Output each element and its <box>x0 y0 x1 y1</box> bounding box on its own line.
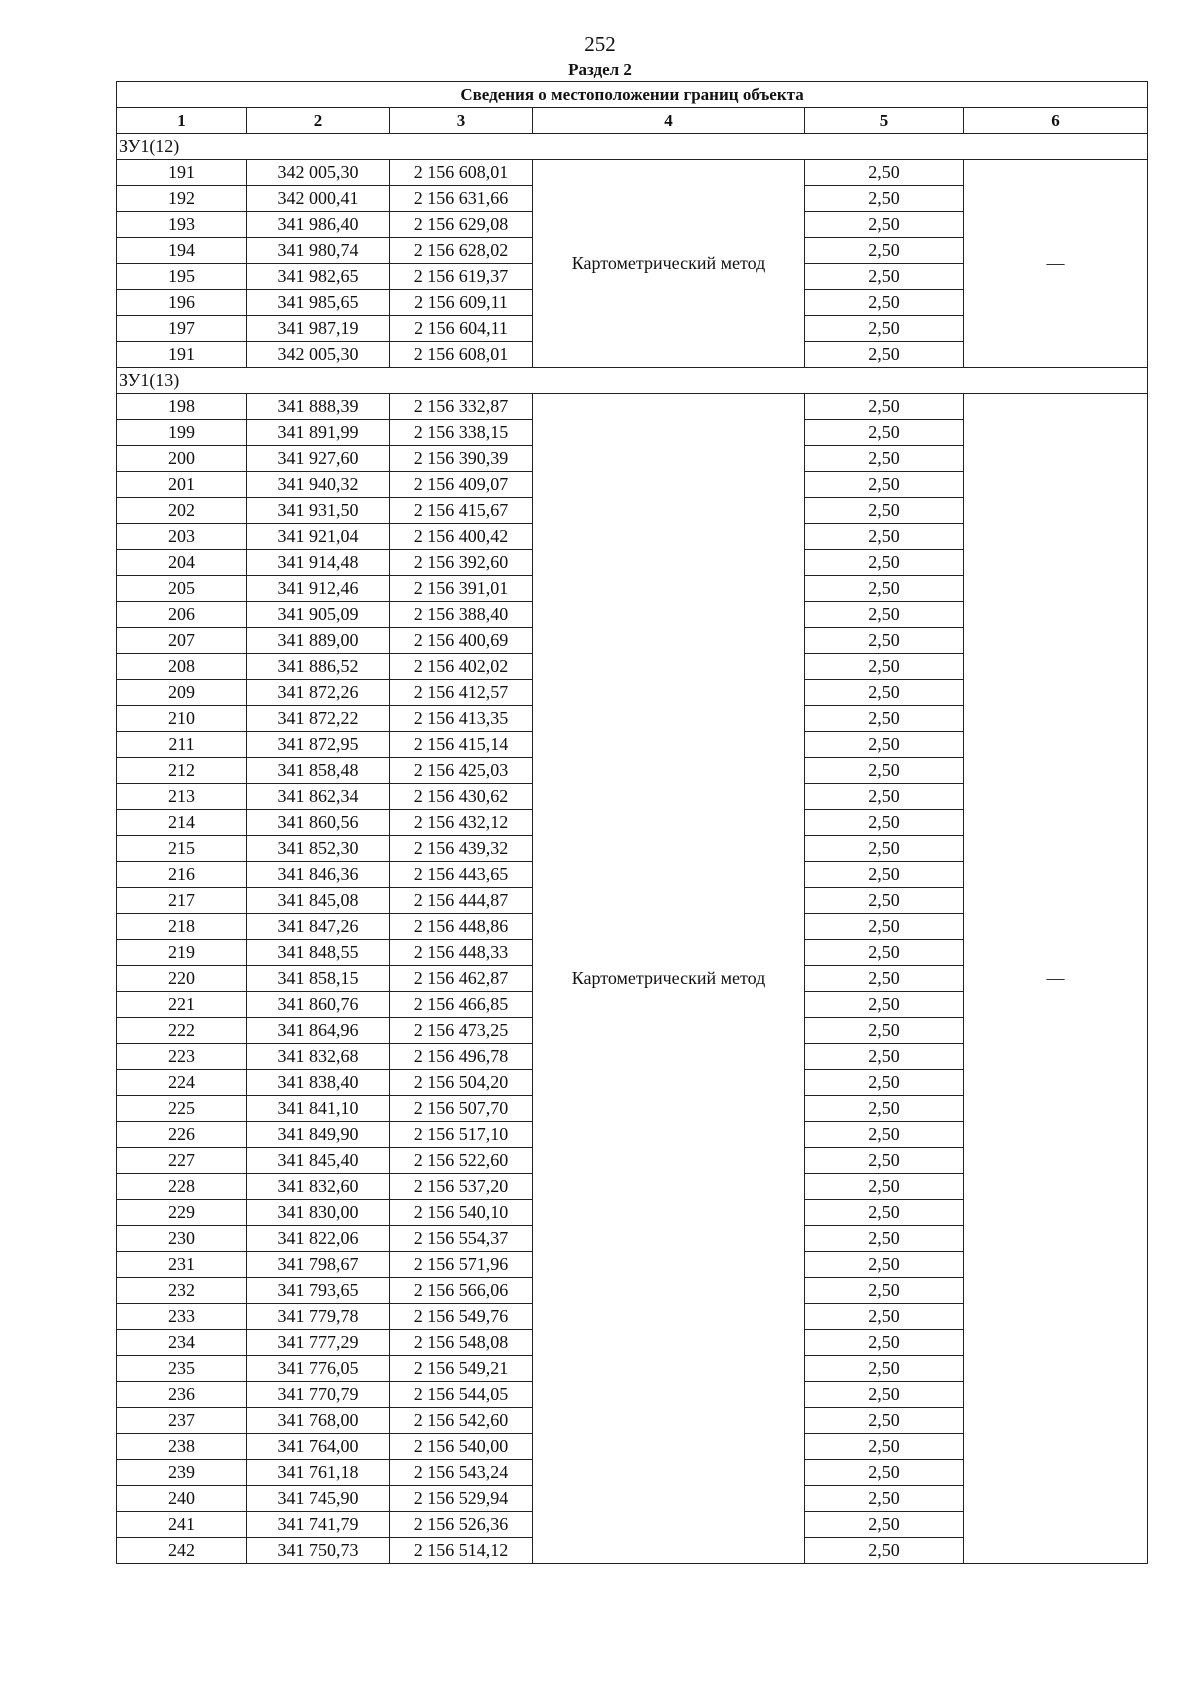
point-number-cell: 241 <box>117 1512 247 1538</box>
group-header-row <box>117 368 1148 394</box>
x-coordinate-cell: 341 852,30 <box>247 836 390 862</box>
table-row <box>117 160 1148 186</box>
x-coordinate-cell: 341 845,08 <box>247 888 390 914</box>
point-number-cell: 193 <box>117 212 247 238</box>
x-coordinate-cell: 341 982,65 <box>247 264 390 290</box>
precision-cell: 2,50 <box>805 732 964 758</box>
method-cell: Картометрический метод <box>533 160 805 368</box>
y-coordinate-cell: 2 156 540,00 <box>390 1434 533 1460</box>
precision-cell: 2,50 <box>805 1278 964 1304</box>
point-number-cell: 226 <box>117 1122 247 1148</box>
x-coordinate-cell: 341 864,96 <box>247 1018 390 1044</box>
point-number-cell: 199 <box>117 420 247 446</box>
precision-cell: 2,50 <box>805 1382 964 1408</box>
column-header-1: 1 <box>117 108 247 134</box>
x-coordinate-cell: 341 764,00 <box>247 1434 390 1460</box>
precision-cell: 2,50 <box>805 888 964 914</box>
column-header-2: 2 <box>247 108 390 134</box>
y-coordinate-cell: 2 156 443,65 <box>390 862 533 888</box>
precision-cell: 2,50 <box>805 836 964 862</box>
point-number-cell: 218 <box>117 914 247 940</box>
y-coordinate-cell: 2 156 537,20 <box>390 1174 533 1200</box>
y-coordinate-cell: 2 156 504,20 <box>390 1070 533 1096</box>
point-number-cell: 233 <box>117 1304 247 1330</box>
column-header-row <box>117 108 1148 134</box>
y-coordinate-cell: 2 156 517,10 <box>390 1122 533 1148</box>
y-coordinate-cell: 2 156 631,66 <box>390 186 533 212</box>
x-coordinate-cell: 342 005,30 <box>247 342 390 368</box>
point-number-cell: 217 <box>117 888 247 914</box>
point-number-cell: 232 <box>117 1278 247 1304</box>
precision-cell: 2,50 <box>805 1512 964 1538</box>
precision-cell: 2,50 <box>805 160 964 186</box>
point-number-cell: 213 <box>117 784 247 810</box>
x-coordinate-cell: 341 741,79 <box>247 1512 390 1538</box>
point-number-cell: 201 <box>117 472 247 498</box>
x-coordinate-cell: 341 770,79 <box>247 1382 390 1408</box>
x-coordinate-cell: 341 768,00 <box>247 1408 390 1434</box>
precision-cell: 2,50 <box>805 420 964 446</box>
precision-cell: 2,50 <box>805 186 964 212</box>
y-coordinate-cell: 2 156 608,01 <box>390 342 533 368</box>
precision-cell: 2,50 <box>805 706 964 732</box>
point-number-cell: 204 <box>117 550 247 576</box>
y-coordinate-cell: 2 156 604,11 <box>390 316 533 342</box>
table-row <box>117 394 1148 420</box>
y-coordinate-cell: 2 156 514,12 <box>390 1538 533 1564</box>
x-coordinate-cell: 341 980,74 <box>247 238 390 264</box>
y-coordinate-cell: 2 156 390,39 <box>390 446 533 472</box>
point-number-cell: 228 <box>117 1174 247 1200</box>
point-number-cell: 238 <box>117 1434 247 1460</box>
point-number-cell: 195 <box>117 264 247 290</box>
precision-cell: 2,50 <box>805 238 964 264</box>
x-coordinate-cell: 341 931,50 <box>247 498 390 524</box>
point-number-cell: 211 <box>117 732 247 758</box>
y-coordinate-cell: 2 156 571,96 <box>390 1252 533 1278</box>
x-coordinate-cell: 341 848,55 <box>247 940 390 966</box>
point-number-cell: 202 <box>117 498 247 524</box>
precision-cell: 2,50 <box>805 1304 964 1330</box>
y-coordinate-cell: 2 156 448,33 <box>390 940 533 966</box>
point-number-cell: 212 <box>117 758 247 784</box>
column-header-4: 4 <box>533 108 805 134</box>
column-header-6: 6 <box>964 108 1148 134</box>
precision-cell: 2,50 <box>805 212 964 238</box>
x-coordinate-cell: 341 822,06 <box>247 1226 390 1252</box>
precision-cell: 2,50 <box>805 1148 964 1174</box>
point-number-cell: 222 <box>117 1018 247 1044</box>
point-number-cell: 234 <box>117 1330 247 1356</box>
precision-cell: 2,50 <box>805 992 964 1018</box>
column-header-5: 5 <box>805 108 964 134</box>
precision-cell: 2,50 <box>805 1330 964 1356</box>
x-coordinate-cell: 341 845,40 <box>247 1148 390 1174</box>
y-coordinate-cell: 2 156 448,86 <box>390 914 533 940</box>
y-coordinate-cell: 2 156 544,05 <box>390 1382 533 1408</box>
point-number-cell: 203 <box>117 524 247 550</box>
x-coordinate-cell: 341 832,68 <box>247 1044 390 1070</box>
point-number-cell: 207 <box>117 628 247 654</box>
precision-cell: 2,50 <box>805 1486 964 1512</box>
y-coordinate-cell: 2 156 415,14 <box>390 732 533 758</box>
y-coordinate-cell: 2 156 549,76 <box>390 1304 533 1330</box>
precision-cell: 2,50 <box>805 1252 964 1278</box>
y-coordinate-cell: 2 156 619,37 <box>390 264 533 290</box>
y-coordinate-cell: 2 156 526,36 <box>390 1512 533 1538</box>
y-coordinate-cell: 2 156 439,32 <box>390 836 533 862</box>
point-number-cell: 242 <box>117 1538 247 1564</box>
y-coordinate-cell: 2 156 566,06 <box>390 1278 533 1304</box>
x-coordinate-cell: 341 847,26 <box>247 914 390 940</box>
group-name: ЗУ1(12) <box>117 134 1148 160</box>
x-coordinate-cell: 341 830,00 <box>247 1200 390 1226</box>
y-coordinate-cell: 2 156 462,87 <box>390 966 533 992</box>
precision-cell: 2,50 <box>805 966 964 992</box>
y-coordinate-cell: 2 156 542,60 <box>390 1408 533 1434</box>
coordinates-table <box>116 81 1148 1564</box>
y-coordinate-cell: 2 156 412,57 <box>390 680 533 706</box>
point-number-cell: 231 <box>117 1252 247 1278</box>
point-number-cell: 200 <box>117 446 247 472</box>
precision-cell: 2,50 <box>805 576 964 602</box>
y-coordinate-cell: 2 156 609,11 <box>390 290 533 316</box>
x-coordinate-cell: 341 849,90 <box>247 1122 390 1148</box>
precision-cell: 2,50 <box>805 1200 964 1226</box>
y-coordinate-cell: 2 156 554,37 <box>390 1226 533 1252</box>
x-coordinate-cell: 341 905,09 <box>247 602 390 628</box>
precision-cell: 2,50 <box>805 654 964 680</box>
precision-cell: 2,50 <box>805 524 964 550</box>
precision-cell: 2,50 <box>805 784 964 810</box>
y-coordinate-cell: 2 156 496,78 <box>390 1044 533 1070</box>
precision-cell: 2,50 <box>805 264 964 290</box>
point-number-cell: 229 <box>117 1200 247 1226</box>
x-coordinate-cell: 341 798,67 <box>247 1252 390 1278</box>
point-number-cell: 224 <box>117 1070 247 1096</box>
x-coordinate-cell: 341 921,04 <box>247 524 390 550</box>
x-coordinate-cell: 342 000,41 <box>247 186 390 212</box>
point-number-cell: 225 <box>117 1096 247 1122</box>
y-coordinate-cell: 2 156 540,10 <box>390 1200 533 1226</box>
y-coordinate-cell: 2 156 522,60 <box>390 1148 533 1174</box>
point-number-cell: 198 <box>117 394 247 420</box>
section-title: Раздел 2 <box>568 60 632 79</box>
x-coordinate-cell: 341 838,40 <box>247 1070 390 1096</box>
x-coordinate-cell: 341 927,60 <box>247 446 390 472</box>
precision-cell: 2,50 <box>805 446 964 472</box>
y-coordinate-cell: 2 156 430,62 <box>390 784 533 810</box>
x-coordinate-cell: 341 987,19 <box>247 316 390 342</box>
precision-cell: 2,50 <box>805 680 964 706</box>
column-header-3: 3 <box>390 108 533 134</box>
x-coordinate-cell: 341 793,65 <box>247 1278 390 1304</box>
y-coordinate-cell: 2 156 548,08 <box>390 1330 533 1356</box>
point-number-cell: 230 <box>117 1226 247 1252</box>
precision-cell: 2,50 <box>805 290 964 316</box>
y-coordinate-cell: 2 156 388,40 <box>390 602 533 628</box>
x-coordinate-cell: 341 872,22 <box>247 706 390 732</box>
precision-cell: 2,50 <box>805 1356 964 1382</box>
x-coordinate-cell: 342 005,30 <box>247 160 390 186</box>
column-6-cell: — <box>964 160 1148 368</box>
x-coordinate-cell: 341 912,46 <box>247 576 390 602</box>
precision-cell: 2,50 <box>805 862 964 888</box>
x-coordinate-cell: 341 886,52 <box>247 654 390 680</box>
point-number-cell: 240 <box>117 1486 247 1512</box>
x-coordinate-cell: 341 858,15 <box>247 966 390 992</box>
precision-cell: 2,50 <box>805 914 964 940</box>
precision-cell: 2,50 <box>805 628 964 654</box>
x-coordinate-cell: 341 745,90 <box>247 1486 390 1512</box>
group-name: ЗУ1(13) <box>117 368 1148 394</box>
x-coordinate-cell: 341 832,60 <box>247 1174 390 1200</box>
point-number-cell: 196 <box>117 290 247 316</box>
x-coordinate-cell: 341 862,34 <box>247 784 390 810</box>
x-coordinate-cell: 341 889,00 <box>247 628 390 654</box>
y-coordinate-cell: 2 156 466,85 <box>390 992 533 1018</box>
x-coordinate-cell: 341 986,40 <box>247 212 390 238</box>
y-coordinate-cell: 2 156 400,69 <box>390 628 533 654</box>
point-number-cell: 214 <box>117 810 247 836</box>
precision-cell: 2,50 <box>805 1018 964 1044</box>
precision-cell: 2,50 <box>805 1122 964 1148</box>
y-coordinate-cell: 2 156 391,01 <box>390 576 533 602</box>
precision-cell: 2,50 <box>805 810 964 836</box>
y-coordinate-cell: 2 156 608,01 <box>390 160 533 186</box>
y-coordinate-cell: 2 156 444,87 <box>390 888 533 914</box>
y-coordinate-cell: 2 156 628,02 <box>390 238 533 264</box>
point-number-cell: 237 <box>117 1408 247 1434</box>
y-coordinate-cell: 2 156 507,70 <box>390 1096 533 1122</box>
x-coordinate-cell: 341 940,32 <box>247 472 390 498</box>
table-body <box>117 134 1148 1564</box>
precision-cell: 2,50 <box>805 602 964 628</box>
point-number-cell: 205 <box>117 576 247 602</box>
x-coordinate-cell: 341 888,39 <box>247 394 390 420</box>
x-coordinate-cell: 341 846,36 <box>247 862 390 888</box>
y-coordinate-cell: 2 156 338,15 <box>390 420 533 446</box>
x-coordinate-cell: 341 872,26 <box>247 680 390 706</box>
y-coordinate-cell: 2 156 402,02 <box>390 654 533 680</box>
y-coordinate-cell: 2 156 629,08 <box>390 212 533 238</box>
x-coordinate-cell: 341 777,29 <box>247 1330 390 1356</box>
page-number: 252 <box>584 32 616 56</box>
y-coordinate-cell: 2 156 413,35 <box>390 706 533 732</box>
y-coordinate-cell: 2 156 409,07 <box>390 472 533 498</box>
point-number-cell: 221 <box>117 992 247 1018</box>
column-6-cell: — <box>964 394 1148 1564</box>
precision-cell: 2,50 <box>805 1408 964 1434</box>
point-number-cell: 223 <box>117 1044 247 1070</box>
y-coordinate-cell: 2 156 473,25 <box>390 1018 533 1044</box>
point-number-cell: 192 <box>117 186 247 212</box>
point-number-cell: 210 <box>117 706 247 732</box>
x-coordinate-cell: 341 858,48 <box>247 758 390 784</box>
y-coordinate-cell: 2 156 543,24 <box>390 1460 533 1486</box>
x-coordinate-cell: 341 914,48 <box>247 550 390 576</box>
point-number-cell: 236 <box>117 1382 247 1408</box>
precision-cell: 2,50 <box>805 1044 964 1070</box>
y-coordinate-cell: 2 156 415,67 <box>390 498 533 524</box>
precision-cell: 2,50 <box>805 758 964 784</box>
x-coordinate-cell: 341 776,05 <box>247 1356 390 1382</box>
group-header-row <box>117 134 1148 160</box>
precision-cell: 2,50 <box>805 472 964 498</box>
precision-cell: 2,50 <box>805 1174 964 1200</box>
point-number-cell: 191 <box>117 342 247 368</box>
y-coordinate-cell: 2 156 432,12 <box>390 810 533 836</box>
point-number-cell: 216 <box>117 862 247 888</box>
x-coordinate-cell: 341 891,99 <box>247 420 390 446</box>
precision-cell: 2,50 <box>805 940 964 966</box>
precision-cell: 2,50 <box>805 1096 964 1122</box>
precision-cell: 2,50 <box>805 498 964 524</box>
precision-cell: 2,50 <box>805 1434 964 1460</box>
y-coordinate-cell: 2 156 425,03 <box>390 758 533 784</box>
point-number-cell: 219 <box>117 940 247 966</box>
x-coordinate-cell: 341 872,95 <box>247 732 390 758</box>
y-coordinate-cell: 2 156 549,21 <box>390 1356 533 1382</box>
y-coordinate-cell: 2 156 392,60 <box>390 550 533 576</box>
precision-cell: 2,50 <box>805 1538 964 1564</box>
x-coordinate-cell: 341 860,76 <box>247 992 390 1018</box>
precision-cell: 2,50 <box>805 394 964 420</box>
point-number-cell: 209 <box>117 680 247 706</box>
y-coordinate-cell: 2 156 529,94 <box>390 1486 533 1512</box>
point-number-cell: 208 <box>117 654 247 680</box>
point-number-cell: 191 <box>117 160 247 186</box>
precision-cell: 2,50 <box>805 1226 964 1252</box>
y-coordinate-cell: 2 156 400,42 <box>390 524 533 550</box>
precision-cell: 2,50 <box>805 550 964 576</box>
point-number-cell: 227 <box>117 1148 247 1174</box>
method-cell: Картометрический метод <box>533 394 805 1564</box>
x-coordinate-cell: 341 761,18 <box>247 1460 390 1486</box>
precision-cell: 2,50 <box>805 1070 964 1096</box>
precision-cell: 2,50 <box>805 1460 964 1486</box>
point-number-cell: 215 <box>117 836 247 862</box>
point-number-cell: 194 <box>117 238 247 264</box>
x-coordinate-cell: 341 841,10 <box>247 1096 390 1122</box>
precision-cell: 2,50 <box>805 342 964 368</box>
y-coordinate-cell: 2 156 332,87 <box>390 394 533 420</box>
point-number-cell: 206 <box>117 602 247 628</box>
point-number-cell: 197 <box>117 316 247 342</box>
point-number-cell: 220 <box>117 966 247 992</box>
precision-cell: 2,50 <box>805 316 964 342</box>
point-number-cell: 235 <box>117 1356 247 1382</box>
x-coordinate-cell: 341 750,73 <box>247 1538 390 1564</box>
x-coordinate-cell: 341 779,78 <box>247 1304 390 1330</box>
table-caption: Сведения о местоположении границ объекта <box>117 82 1148 108</box>
x-coordinate-cell: 341 860,56 <box>247 810 390 836</box>
x-coordinate-cell: 341 985,65 <box>247 290 390 316</box>
point-number-cell: 239 <box>117 1460 247 1486</box>
